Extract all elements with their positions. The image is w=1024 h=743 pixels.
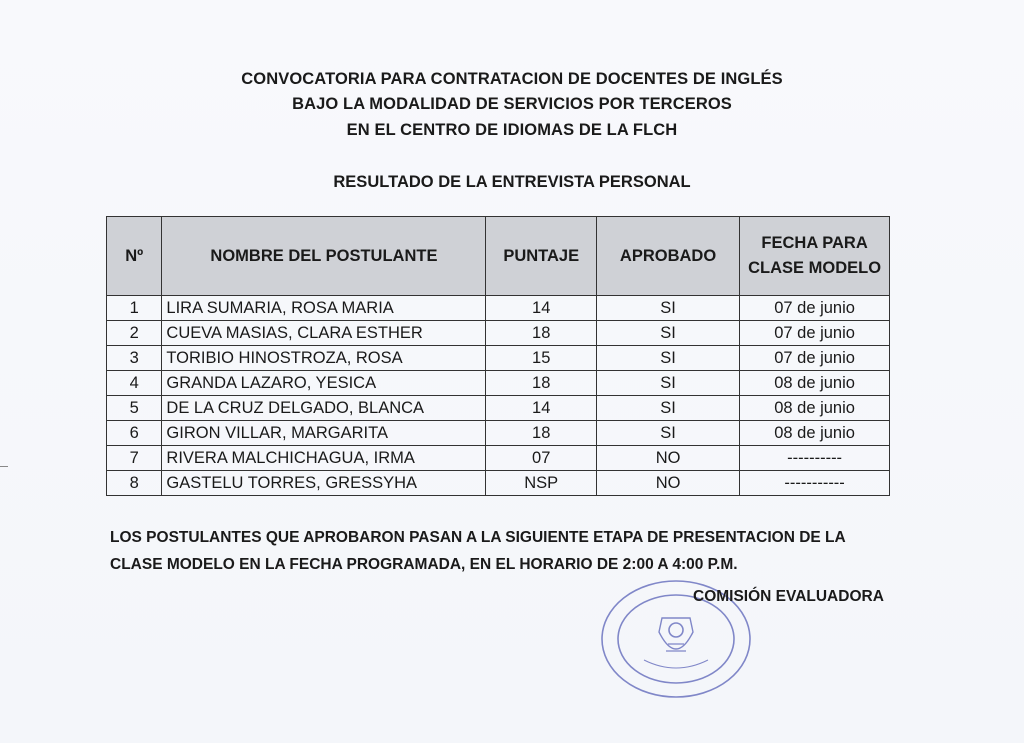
row-date: 08 de junio	[740, 371, 890, 396]
row-date: 07 de junio	[740, 296, 890, 321]
table-row	[107, 321, 890, 346]
title-line-3: EN EL CENTRO DE IDIOMAS DE LA FLCH	[346, 121, 678, 139]
table-header-row	[107, 217, 890, 296]
row-score: NSP	[486, 471, 596, 496]
row-date: -----------	[740, 471, 890, 496]
row-num: 1	[107, 296, 162, 321]
row-score: 18	[486, 371, 596, 396]
row-date: ----------	[740, 446, 890, 471]
row-date: 08 de junio	[740, 421, 890, 446]
table-row	[107, 421, 890, 446]
row-score: 18	[486, 421, 596, 446]
row-name: DE LA CRUZ DELGADO, BLANCA	[162, 396, 486, 421]
table-row	[107, 346, 890, 371]
row-approved: SI	[596, 296, 739, 321]
row-score: 14	[486, 296, 596, 321]
row-name: GIRON VILLAR, MARGARITA	[162, 421, 486, 446]
header-approved: APROBADO	[596, 217, 739, 296]
header-num: Nº	[107, 217, 162, 296]
row-approved: SI	[596, 371, 739, 396]
title-line-1: CONVOCATORIA PARA CONTRATACION DE DOCENTES DE INGLÉS	[241, 70, 783, 88]
row-date: 07 de junio	[740, 321, 890, 346]
row-name: RIVERA MALCHICHAGUA, IRMA	[162, 446, 486, 471]
table-row	[107, 446, 890, 471]
row-approved: NO	[596, 446, 739, 471]
header-date-line2: CLASE MODELO	[748, 259, 882, 277]
table-row	[107, 296, 890, 321]
row-name: CUEVA MASIAS, CLARA ESTHER	[162, 321, 486, 346]
approval-note-line2: CLASE MODELO EN LA FECHA PROGRAMADA, EN EL HORARIO DE 2:00 A 4:00 P.M.	[110, 556, 738, 573]
row-date: 07 de junio	[740, 346, 890, 371]
row-num: 6	[107, 421, 162, 446]
row-score: 07	[486, 446, 596, 471]
signature-commission: COMISIÓN EVALUADORA	[693, 588, 884, 605]
row-num: 8	[107, 471, 162, 496]
row-name: TORIBIO HINOSTROZA, ROSA	[162, 346, 486, 371]
title-line-2: BAJO LA MODALIDAD DE SERVICIOS POR TERCEROS	[292, 95, 732, 113]
row-num: 4	[107, 371, 162, 396]
row-name: GRANDA LAZARO, YESICA	[162, 371, 486, 396]
row-num: 2	[107, 321, 162, 346]
row-approved: NO	[596, 471, 739, 496]
row-num: 7	[107, 446, 162, 471]
table-row	[107, 471, 890, 496]
approval-note	[110, 524, 870, 578]
row-num: 5	[107, 396, 162, 421]
results-subtitle: RESULTADO DE LA ENTREVISTA PERSONAL	[333, 173, 691, 191]
row-num: 3	[107, 346, 162, 371]
table-row	[107, 396, 890, 421]
table-row	[107, 371, 890, 396]
row-approved: SI	[596, 396, 739, 421]
header-score: PUNTAJE	[486, 217, 596, 296]
results-table	[106, 216, 890, 496]
row-date: 08 de junio	[740, 396, 890, 421]
row-score: 18	[486, 321, 596, 346]
row-score: 15	[486, 346, 596, 371]
header-date-line1: FECHA PARA	[761, 234, 868, 252]
row-score: 14	[486, 396, 596, 421]
row-approved: SI	[596, 346, 739, 371]
row-name: GASTELU TORRES, GRESSYHA	[162, 471, 486, 496]
row-approved: SI	[596, 421, 739, 446]
row-name: LIRA SUMARIA, ROSA MARIA	[162, 296, 486, 321]
approval-note-line1: LOS POSTULANTES QUE APROBARON PASAN A LA SIGUIENTE ETAPA DE PRESENTACION DE LA	[110, 529, 846, 546]
header-date	[740, 217, 890, 296]
row-approved: SI	[596, 321, 739, 346]
header-name: NOMBRE DEL POSTULANTE	[162, 217, 486, 296]
margin-mark	[0, 466, 8, 467]
